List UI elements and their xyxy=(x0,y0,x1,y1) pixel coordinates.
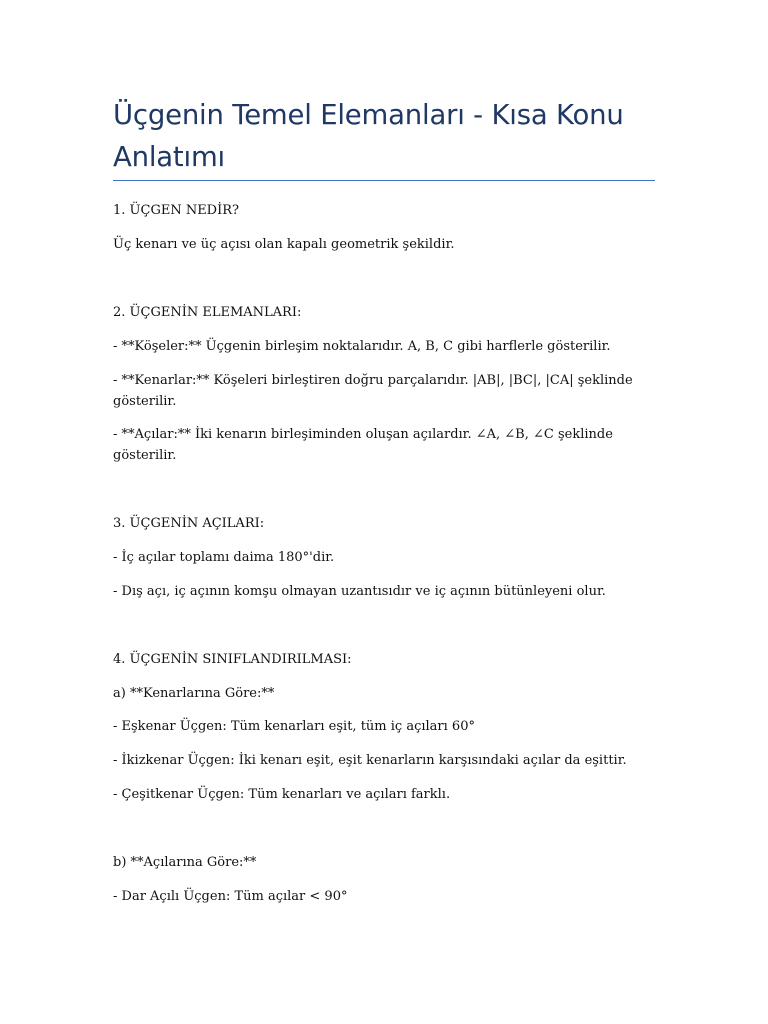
list-item-interior-angles: - İç açılar toplamı daima 180°'dir. xyxy=(113,550,335,565)
subheading-by-sides: a) **Kenarlarına Göre:** xyxy=(113,686,275,701)
list-item-angles: - **Açılar:** İki kenarın birleşiminden oluşan açılardır. ∠A, ∠B, ∠C şeklinde gösterilir. xyxy=(113,427,613,463)
list-item-vertices: - **Köşeler:** Üçgenin birleşim noktalarıdır. A, B, C gibi harflerle gösterilir. xyxy=(113,339,611,354)
section-heading-classification: 4. ÜÇGENİN SINIFLANDIRILMASI: xyxy=(113,652,352,667)
list-item-scalene: - Çeşitkenar Üçgen: Tüm kenarları ve açıları farklı. xyxy=(113,787,451,802)
title-divider xyxy=(113,180,655,181)
subheading-by-angles: b) **Açılarına Göre:** xyxy=(113,855,257,870)
list-item-isosceles: - İkizkenar Üçgen: İki kenarı eşit, eşit kenarların karşısındaki açılar da eşittir. xyxy=(113,753,627,768)
list-item-exterior-angle: - Dış açı, iç açının komşu olmayan uzantısıdır ve iç açının bütünleyeni olur. xyxy=(113,584,606,599)
list-item-equilateral: - Eşkenar Üçgen: Tüm kenarları eşit, tüm iç açıları 60° xyxy=(113,719,475,734)
paragraph-definition: Üç kenarı ve üç açısı olan kapalı geometrik şekildir. xyxy=(113,237,455,252)
section-heading-elements: 2. ÜÇGENİN ELEMANLARI: xyxy=(113,305,302,320)
section-heading-what-is-triangle: 1. ÜÇGEN NEDİR? xyxy=(113,203,240,218)
list-item-acute: - Dar Açılı Üçgen: Tüm açılar < 90° xyxy=(113,889,348,904)
document-title: Üçgenin Temel Elemanları - Kısa Konu Anlatımı xyxy=(113,99,624,173)
section-heading-angles: 3. ÜÇGENİN AÇILARI: xyxy=(113,516,265,531)
list-item-sides: - **Kenarlar:** Köşeleri birleştiren doğru parçalarıdır. |AB|, |BC|, |CA| şeklinde gösterilir. xyxy=(113,373,633,409)
